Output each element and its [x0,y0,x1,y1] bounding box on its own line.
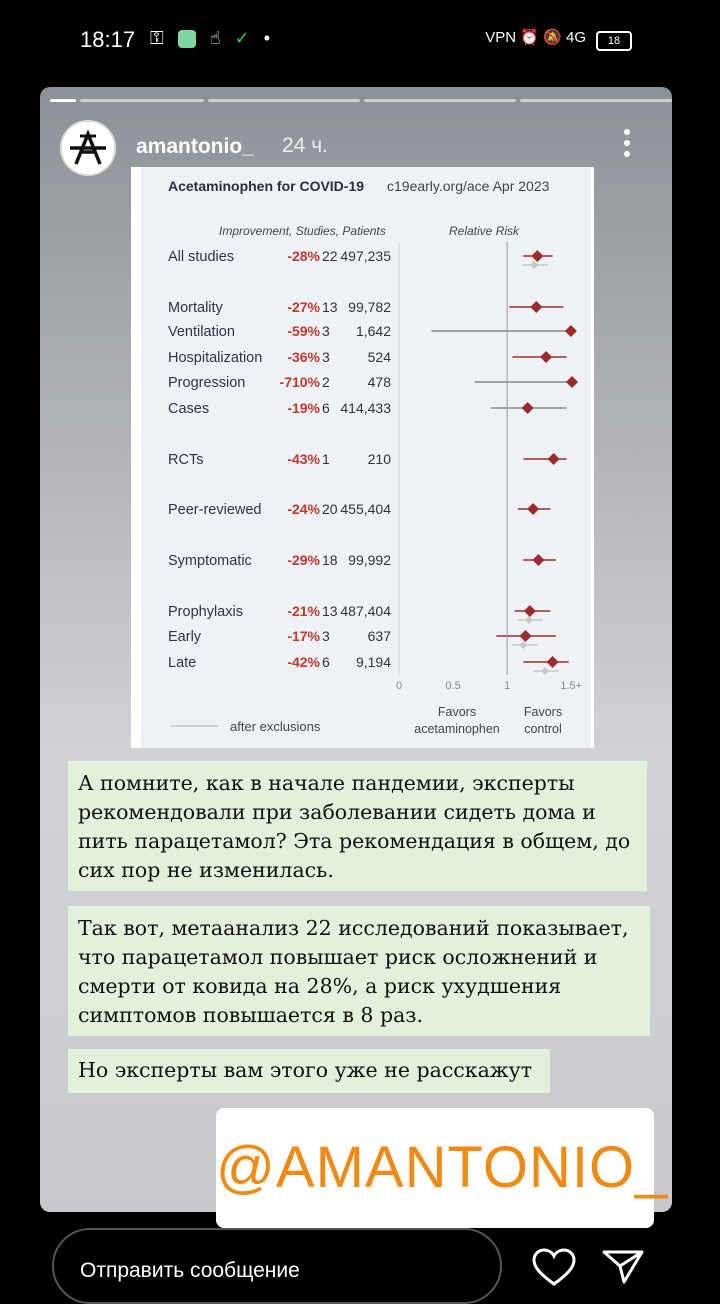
favors-right-1: Favors [523,705,563,719]
row-studies: 3 [322,349,330,365]
heart-icon[interactable] [532,1248,576,1288]
row-label: Late [168,655,197,671]
row-studies: 13 [322,603,338,619]
progress-segment [520,99,672,102]
favors-left-2: acetaminophen [414,722,500,736]
progress-segment [364,99,516,102]
row-label: Early [168,629,202,645]
hand-icon: ☝ [209,28,221,48]
avatar-logo-icon [62,122,114,174]
row-label: Peer-reviewed [168,502,262,518]
row-studies: 2 [322,374,330,390]
row-patients: 487,404 [340,603,391,619]
row-improvement: -24% [287,501,320,517]
story-age: 24 ч. [282,134,328,157]
row-studies: 20 [322,501,338,517]
progress-segment [80,99,204,102]
legend-label: after exclusions [230,719,321,734]
row-patients: 99,992 [348,552,391,568]
row-studies: 13 [322,299,338,315]
forest-plot [131,167,594,748]
row-studies: 1 [322,451,330,467]
text-line: пить парацетамол? Эта рекомендация в общем, до [78,829,631,853]
x-tick-label: 0.5 [445,680,461,692]
progress-segment [50,99,76,102]
row-improvement: -19% [287,400,320,416]
favors-left-1: Favors [437,705,477,719]
app-icon [178,30,196,48]
system-icons [485,28,586,46]
row-studies: 3 [322,628,330,644]
text-line: Но эксперты вам этого уже не расскажут [78,1058,533,1082]
text-block-2 [68,906,650,1036]
notification-icons [150,28,270,49]
text-block-1 [68,761,647,891]
favors-right-2: control [524,722,562,736]
text-line: Так вот, метаанализ 22 исследований показывает, [78,916,629,940]
row-patients: 1,642 [355,323,391,339]
row-patients: 478 [367,374,391,390]
row-label: Cases [168,401,210,417]
row-patients: 455,404 [340,501,391,517]
row-label: Prophylaxis [168,604,243,620]
row-label: RCTs [168,452,204,468]
message-placeholder[interactable]: Отправить сообщение [80,1259,300,1282]
row-patients: 414,433 [340,400,391,416]
row-label: Ventilation [168,324,235,340]
text-line: что парацетамол повышает риск осложнений и [78,945,598,969]
text-line: смерти от ковида на 28%, а риск ухудшения [78,974,562,998]
plot-header: Relative Risk [449,224,520,238]
clock: 18:17 [80,27,136,52]
story-progress [50,99,672,102]
send-icon[interactable] [602,1248,644,1284]
row-improvement: -710% [279,374,320,390]
row-label: Progression [168,375,246,391]
x-tick-label: 0 [395,680,403,692]
status-bar [0,0,720,84]
row-studies: 22 [322,248,338,264]
row-improvement: -42% [287,654,320,670]
row-improvement: -27% [287,299,320,315]
row-patients: 524 [367,349,391,365]
row-improvement: -28% [287,248,320,264]
text-line: А помните, как в начале пандемии, эксперты [78,771,575,795]
system-icons-text: VPN ⏰ 🔕 4G [485,29,586,46]
avatar[interactable] [60,120,116,176]
row-improvement: -59% [287,323,320,339]
story-card[interactable] [40,87,672,1212]
text-block-3 [68,1049,550,1093]
dot-icon: • [263,28,271,48]
text-line: симптомов повышается в 8 раз. [78,1003,423,1027]
row-improvement: -36% [287,349,320,365]
row-label: Symptomatic [168,553,252,569]
chart-source: c19early.org/ace Apr 2023 [387,178,550,194]
row-label: Hospitalization [168,350,263,366]
progress-segment [208,99,360,102]
battery-icon [596,31,632,51]
stats-header: Improvement, Studies, Patients [219,224,386,238]
row-studies: 3 [322,323,330,339]
row-improvement: -17% [287,628,320,644]
forest-plot-svg [131,167,594,748]
row-improvement: -21% [287,603,320,619]
row-patients: 497,235 [340,248,391,264]
row-label: All studies [168,249,235,265]
row-label: Mortality [168,300,223,316]
text-line: сих пор не изменилась. [78,858,334,882]
mention-sticker[interactable]: @AMANTONIO_ [216,1108,654,1228]
chart-title: Acetaminophen for COVID-19 [168,178,365,194]
story-username[interactable]: amantonio_ [136,135,254,158]
text-line: рекомендовали при заболевании сидеть дома и [78,800,596,824]
check-icon: ✓ [234,28,250,48]
row-improvement: -29% [287,552,320,568]
row-patients: 9,194 [355,654,391,670]
row-patients: 210 [367,451,391,467]
row-studies: 6 [322,654,330,670]
row-studies: 18 [322,552,338,568]
row-studies: 6 [322,400,330,416]
more-options-icon[interactable] [624,129,632,162]
battery-level: 18 [607,35,621,47]
key-icon: ⚿ [150,28,164,48]
x-tick-label: 1 [504,680,511,692]
row-patients: 637 [367,628,391,644]
x-tick-label: 1.5+ [560,680,583,692]
row-improvement: -43% [287,451,320,467]
row-patients: 99,782 [348,299,391,315]
